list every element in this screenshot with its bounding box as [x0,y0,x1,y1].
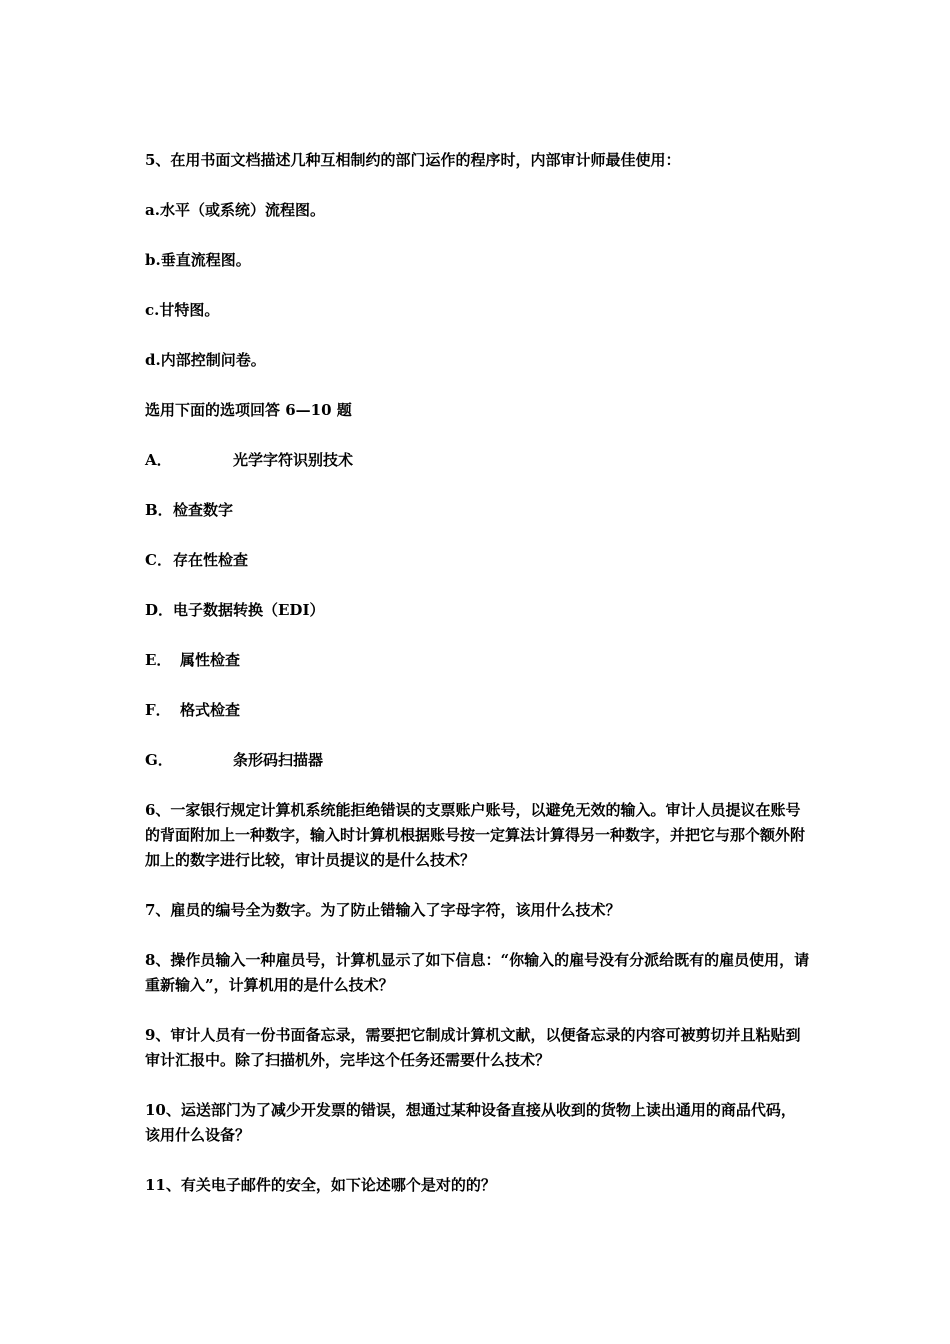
choice-a-letter: A． [145,451,172,469]
choice-c-letter: C． [145,551,172,569]
choice-f-letter: F． [145,701,171,719]
choice-f-text: 格式检查 [180,701,241,719]
question-5-stem: 5、在用书面文档描述几种互相制约的部门运作的程序时，内部审计师最佳使用： [145,151,681,169]
question-8: 8、操作员输入一种雇员号，计算机显示了如下信息：“你输入的雇号没有分派给既有的雇员使用，请重新输入”，计算机用的是什么技术？ [145,951,810,994]
choice-a [145,448,810,473]
choice-g [145,748,810,773]
choice-g-text: 条形码扫描器 [233,751,324,769]
question-11: 11、有关电子邮件的安全，如下论述哪个是对的的？ [145,1176,496,1194]
choice-d [145,598,810,623]
choice-a-text: 光学字符识别技术 [233,451,354,469]
choice-b-text: 检查数字 [173,501,234,519]
question-5-option-a: a.水平（或系统）流程图。 [145,201,325,219]
choice-d-letter: D． [145,601,174,619]
choice-d-text: 电子数据转换（EDI） [173,601,325,619]
document-page [145,148,810,1223]
question-9: 9、审计人员有一份书面备忘录，需要把它制成计算机文献，以便备忘录的内容可被剪切并且粘贴到审计汇报中。除了扫描机外，完毕这个任务还需要什么技术？ [145,1026,801,1069]
instruction-6-10: 选用下面的选项回答 6—10 题 [145,401,352,419]
choice-c [145,548,810,573]
choice-g-letter: G． [145,751,173,769]
question-10: 10、运送部门为了减少开发票的错误，想通过某种设备直接从收到的货物上读出通用的商品代码，该用什么设备？ [145,1101,796,1144]
choice-c-text: 存在性检查 [173,551,249,569]
question-7: 7、雇员的编号全为数字。为了防止错输入了字母字符，该用什么技术？ [145,901,621,919]
question-5-option-c: c.甘特图。 [145,301,220,319]
choice-e-text: 属性检查 [180,651,241,669]
choice-e [145,648,810,673]
question-6: 6、一家银行规定计算机系统能拒绝错误的支票账户账号，以避免无效的输入。审计人员提议在账号的背面附加上一种数字，输入时计算机根据账号按一定算法计算得另一种数字，并把它与那个额外附加上的数字进行比较，审计员提议的是什么技术？ [145,801,806,869]
question-5-option-b: b.垂直流程图。 [145,251,251,269]
choice-f [145,698,810,723]
question-5-option-d: d.内部控制问卷。 [145,351,266,369]
choice-e-letter: E． [145,651,172,669]
choice-b-letter: B． [145,501,173,519]
choice-b [145,498,810,523]
